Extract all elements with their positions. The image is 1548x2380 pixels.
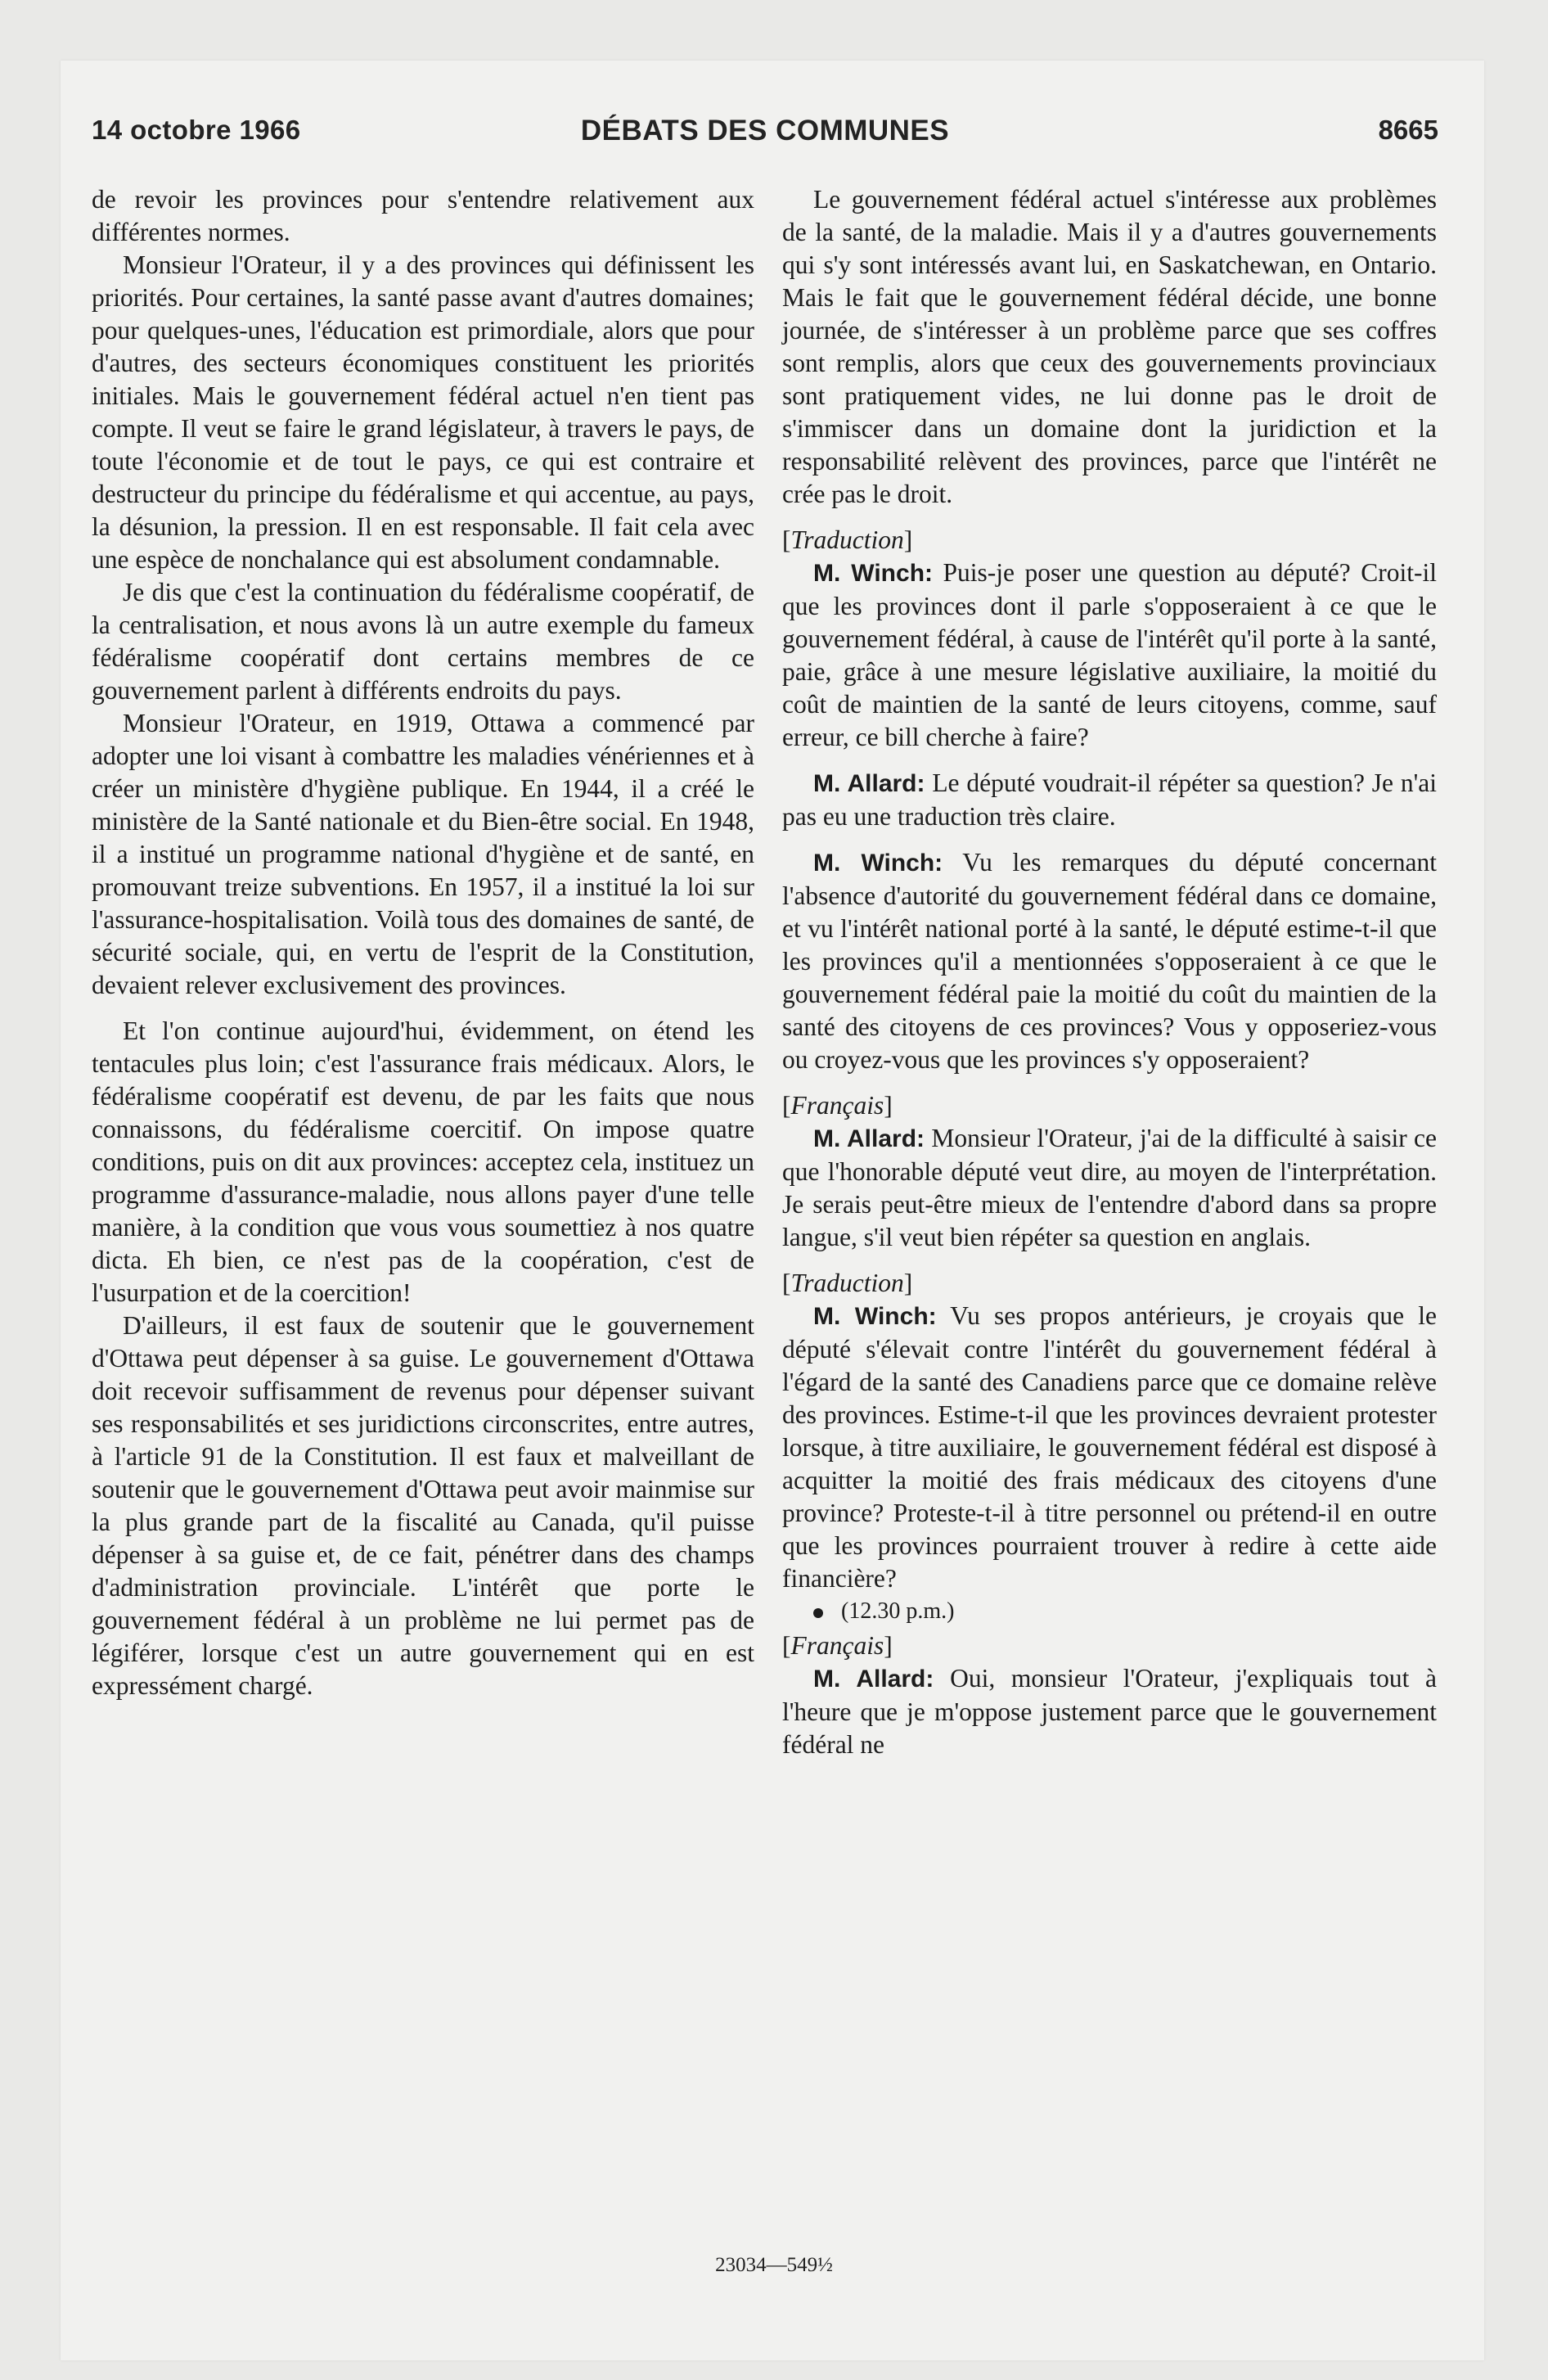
bullet-icon [813, 1608, 823, 1618]
speech-paragraph [782, 1662, 1437, 1761]
page-header [92, 115, 1438, 157]
speech-paragraph [782, 767, 1437, 833]
speech-text: Vu ses propos antérieurs, je croyais que le député s'élevait contre l'intérêt du gouvernement fédéral à l'égard de la santé des Canadiens parce que ce domaine relève des provinces. Estime-t-il que les provinces devraient protester lorsque, à titre auxiliaire, le gouvernement fédéral est disposé à acquitter la moitié des frais médicaux des citoyens d'une province? Proteste-t-il à titre personnel ou prétend-il en outre que les provinces pourraient trouver à redire à cette aide financière? [782, 1301, 1437, 1593]
timestamp-text: (12.30 p.m.) [841, 1598, 955, 1624]
timestamp [782, 1595, 1437, 1628]
language-tag-text: Français [790, 1631, 884, 1660]
paragraph: de revoir les provinces pour s'entendre relativement aux différentes normes. [92, 185, 754, 246]
paragraph: Monsieur l'Orateur, en 1919, Ottawa a commencé par adopter une loi visant à combattre les maladies vénériennes et à créer un ministère d'hygiène publique. En 1944, il a créé le ministère de la Santé nationale et du Bien-être social. En 1948, il a institué un programme national d'hygiène et de santé, en promouvant treize subventions. En 1957, il a institué la loi sur l'assurance-hospitalisation. Voilà tous des domaines de santé, de sécurité sociale, qui, en vertu de l'esprit de la Constitution, devaient relever exclusivement des provinces. [92, 709, 754, 999]
paragraph: D'ailleurs, il est faux de soutenir que le gouvernement d'Ottawa peut dépenser à sa guise. Le gouvernement d'Ottawa doit recevoir suffisamment de revenus pour dépenser suivant ses responsabilités et ses juridictions circonscrites, entre autres, à l'article 91 de la Constitution. Il est faux et malveillant de soutenir que le gouvernement d'Ottawa peut avoir mainmise sur la plus grande part de la fiscalité au Canada, qu'il puisse dépenser à sa guise et, de ce fait, pénétrer dans des champs d'administration provinciale. L'intérêt que porte le gouvernement fédéral à un problème ne lui permet pas de légiférer, lorsque c'est un autre gouvernement qui en est expressément chargé. [92, 1311, 754, 1700]
speech-paragraph [782, 846, 1437, 1076]
language-tag: [Traduction] [782, 525, 913, 554]
speech-paragraph [782, 1122, 1437, 1254]
speaker-name: M. Winch: [813, 850, 943, 877]
paragraph: Monsieur l'Orateur, il y a des provinces qui définissent les priorités. Pour certaines, la santé passe avant d'autres domaines; pour quelques-unes, l'éducation est primordiale, alors que pour d'autres, des secteurs économiques constituent les priorités initiales. Mais le gouvernement fédéral actuel n'en tient pas compte. Il veut se faire le grand législateur, à travers le pays, de toute l'économie et de tout le pays, ce qui est contraire et destructeur du principe du fédéralisme et qui accentue, au pays, la désunion, la pression. Il en est responsable. Il fait cela avec une espèce de nonchalance qui est absolument condamnable. [92, 250, 754, 574]
speaker-name: M. Allard: [813, 770, 925, 797]
header-title: DÉBATS DES COMMUNES [580, 115, 950, 146]
speaker-name: M. Winch: [813, 1303, 937, 1330]
speaker-name: M. Winch: [813, 560, 934, 587]
speech-text: Puis-je poser une question au député? Croit-il que les provinces dont il parle s'opposeraient à ce que le gouvernement fédéral, à cause de l'intérêt qu'il porte à la santé, paie, grâce à une mesure législative auxiliaire, la moitié du coût de maintien de la santé de leurs citoyens, comme, sauf erreur, ce bill cherche à faire? [782, 558, 1437, 751]
language-tag-text: Français [790, 1091, 884, 1120]
language-tag-text: Traduction [790, 1269, 904, 1297]
language-tag: [Français] [782, 1631, 893, 1660]
speech-paragraph [782, 557, 1437, 754]
speech-text: Le député voudrait-il répéter sa question? Je n'ai pas eu une traduction très claire. [782, 769, 1437, 831]
speech-text: Vu les remarques du député concernant l'absence d'autorité du gouvernement fédéral dans ce domaine, et vu l'intérêt national porté à la santé, le député estime-t-il que les provinces qu'il a mentionnées s'opposeraient à ce que le gouvernement fédéral paie la moitié du coût du maintien de la santé des citoyens de ces provinces? Vous y opposeriez-vous ou croyez-vous que les provinces s'y opposeraient? [782, 848, 1438, 1074]
language-tag: [Français] [782, 1091, 893, 1120]
speech-paragraph [782, 1300, 1437, 1595]
speech-text: Monsieur l'Orateur, j'ai de la difficulté à saisir ce que l'honorable député veut dire, au moyen de l'interprétation. Je serais peut-être mieux de l'entendre d'abord dans sa propre langue, s'il veut bien répéter sa question en anglais. [782, 1124, 1437, 1251]
paragraph: Le gouvernement fédéral actuel s'intéresse aux problèmes de la santé, de la maladie. Mais il y a d'autres gouvernements qui s'y sont intéressés avant lui, en Saskatchewan, en Ontario. Mais le fait que le gouvernement fédéral décide, une bonne journée, de s'intéresser à un problème parce que ses coffres sont remplis, alors que ceux des gouvernements provinciaux sont pratiquement vides, ne lui donne pas le droit de s'immiscer dans un domaine dont la juridiction et la responsabilité relèvent des provinces, parce que l'intérêt ne crée pas le droit. [782, 185, 1437, 508]
page-number: 8665 [1378, 115, 1438, 145]
paragraph: Et l'on continue aujourd'hui, évidemment, on étend les tentacules plus loin; c'est l'assurance frais médicaux. Alors, le fédéralisme coopératif est devenu, de par les faits que nous connaissons, du fédéralisme coercitif. On impose quatre conditions, puis on dit aux provinces: acceptez cela, instituez un programme d'assurance-maladie, nous allons payer d'une telle manière, à la condition que vous vous soumettiez à nos quatre dicta. Eh bien, ce n'est pas de la coopération, c'est de l'usurpation et de la coercition! [92, 1016, 754, 1307]
right-column [782, 183, 1437, 1761]
footer-code: 23034—549½ [715, 2254, 833, 2276]
speaker-name: M. Allard: [813, 1666, 934, 1693]
paragraph: Je dis que c'est la continuation du fédéralisme coopératif, de la centralisation, et nous avons là un autre exemple du fameux fédéralisme coopératif dont certains membres de ce gouvernement parlent à différents endroits du pays. [92, 578, 754, 705]
speaker-name: M. Allard: [813, 1125, 925, 1152]
speech-text: Oui, monsieur l'Orateur, j'expliquais tout à l'heure que je m'oppose justement parce que le gouvernement fédéral ne [782, 1664, 1437, 1759]
left-column [92, 183, 754, 1702]
header-date: 14 octobre 1966 [92, 115, 301, 145]
language-tag: [Traduction] [782, 1269, 913, 1297]
language-tag-text: Traduction [790, 525, 904, 554]
